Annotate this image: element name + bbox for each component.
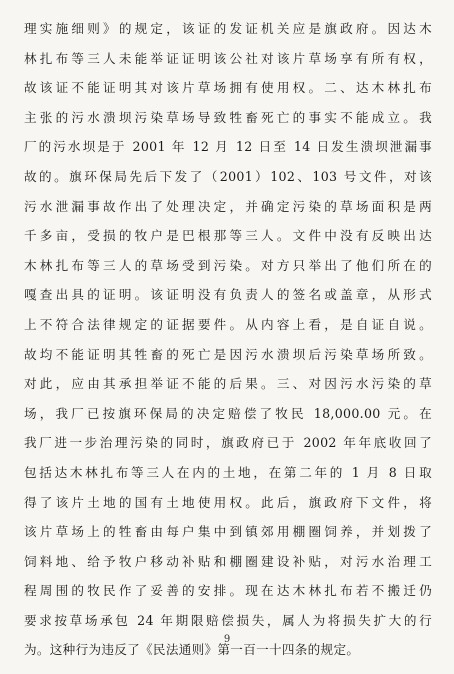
text-line: 得了该片土地的国有土地使用权。此后，旗政府下文件，将 — [24, 494, 432, 510]
text-line: 林扎布等三人未能举证证明该公社对该片草场享有所有权， — [24, 50, 432, 66]
text-line: 场，我厂已按旗环保局的决定赔偿了牧民 18,000.00 元。在 — [24, 405, 432, 421]
text-line: 饲料地、给予牧户移动补贴和棚圈建设补贴，对污水治理工 — [24, 553, 432, 569]
text-line: 该片草场上的牲畜由每户集中到镇郊用棚圈饲养，并划拨了 — [24, 524, 432, 540]
text-line: 我厂进一步治理污染的同时，旗政府已于 2002 年年底收回了 — [24, 435, 432, 451]
text-line: 故均不能证明其牲畜的死亡是因污水溃坝后污染草场所致。 — [24, 346, 432, 362]
text-line: 要求按草场承包 24 年期限赔偿损失，属人为将损失扩大的行 — [24, 612, 432, 628]
text-line: 千多亩，受损的牧户是巴根那等三人。文件中没有反映出达 — [24, 228, 432, 244]
text-line: 嘎查出具的证明。该证明没有负责人的签名或盖章，从形式 — [24, 287, 432, 303]
text-line: 上不符合法律规定的证据要件。从内容上看，是自证自说。 — [24, 316, 432, 332]
text-line: 理实施细则》的规定，该证的发证机关应是旗政府。因达木 — [24, 21, 432, 36]
text-line: 故的。旗环保局先后下发了（2001）102、103 号文件，对该 — [24, 168, 432, 184]
text-line: 为。这种行为违反了《民法通则》第一百一十四条的规定。 — [24, 642, 360, 658]
text-line: 厂的污水坝是于 2001 年 12 月 12 日至 14 日发生溃坝泄漏事 — [24, 139, 432, 155]
text-line: 污水泄漏事故作出了处理决定，并确定污染的草场面积是两 — [24, 198, 432, 214]
text-line: 程周围的牧民作了妥善的安排。现在达木林扎布若不搬迁仍 — [24, 583, 432, 599]
body-text — [24, 14, 432, 665]
text-line: 故该证不能证明其对该片草场拥有使用权。二、达木林扎布 — [24, 80, 432, 96]
text-line: 对此，应由其承担举证不能的后果。三、对因污水污染的草 — [24, 376, 432, 392]
text-line: 木林扎布等三人的草场受到污染。对方只举出了他们所在的 — [24, 257, 432, 273]
text-line: 包括达木林扎布等三人在内的土地，在第二年的 1 月 8 日取 — [24, 464, 432, 480]
text-line: 主张的污水溃坝污染草场导致牲畜死亡的事实不能成立。我 — [24, 109, 432, 125]
page-number: 9 — [223, 634, 231, 645]
